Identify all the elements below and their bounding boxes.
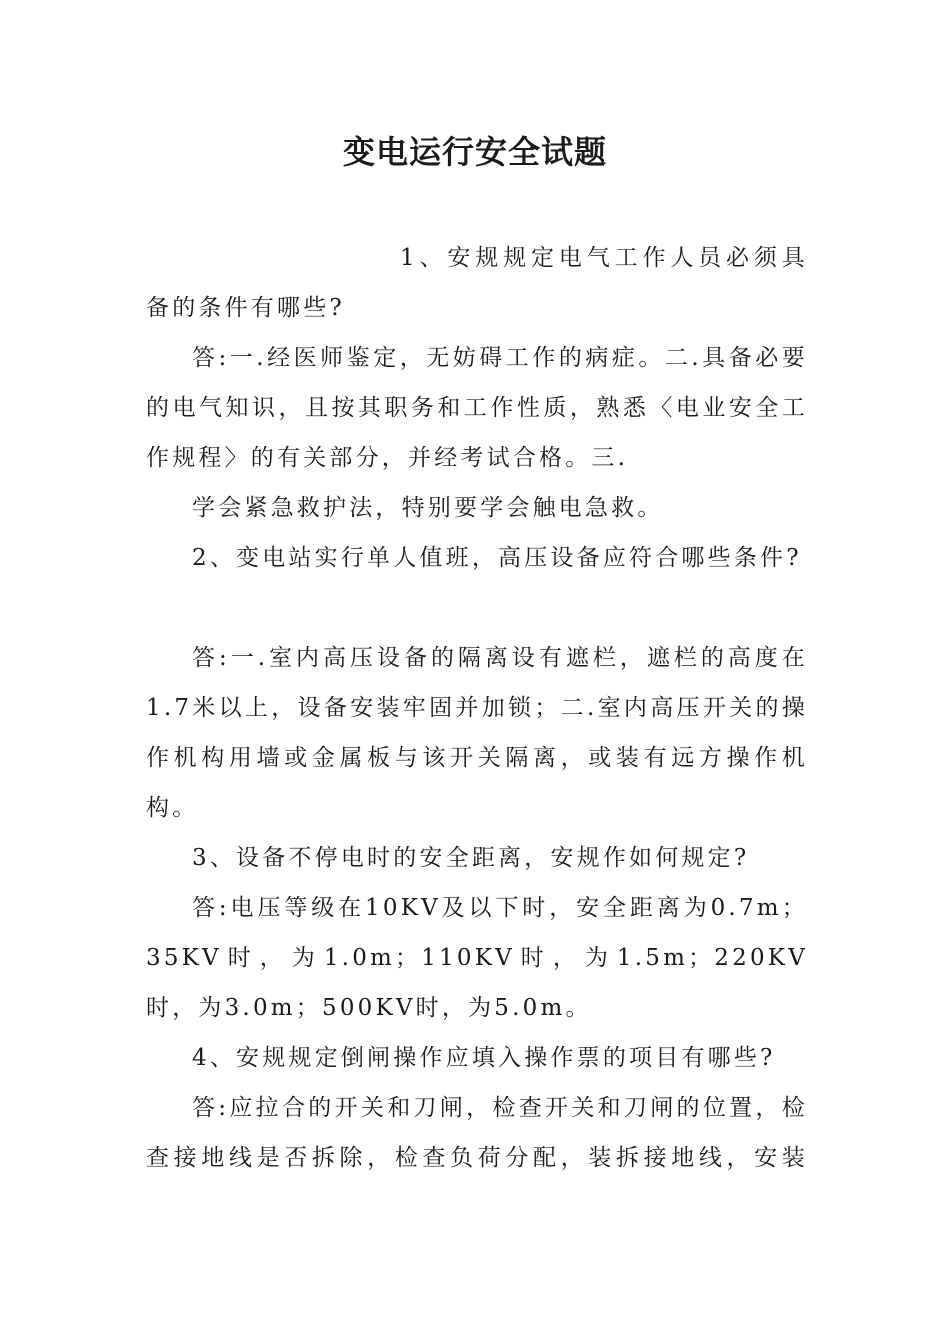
- answer-3: 答:电压等级在10KV及以下时，安全距离为0.7m；35KV时，为1.0m；110KV时，为1.5m；220KV时，为3.0m；500KV时，为5.0m。: [146, 895, 808, 1021]
- document-title: 变电运行安全试题: [342, 133, 607, 171]
- question-2: 2、变电站实行单人值班，高压设备应符合哪些条件?: [192, 545, 802, 571]
- document-body: [146, 233, 808, 1183]
- question-3: 3、设备不停电时的安全距离，安规作如何规定?: [192, 845, 750, 871]
- answer-4: 答:应拉合的开关和刀闸，检查开关和刀闸的位置，检查接地线是否拆除，检查负荷分配，装拆接地线，安装: [146, 1095, 808, 1171]
- answer-1-continued: 学会紧急救护法，特别要学会触电急救。: [192, 495, 664, 521]
- answer-2: 答:一.室内高压设备的隔离设有遮栏，遮栏的高度在1.7米以上，设备安装牢固并加锁；二.室内高压开关的操作机构用墙或金属板与该开关隔离，或装有远方操作机构。: [146, 645, 808, 821]
- question-4: 4、安规规定倒闸操作应填入操作票的项目有哪些?: [192, 1045, 776, 1071]
- answer-1: 答:一.经医师鉴定，无妨碍工作的病症。二.具备必要的电气知识，且按其职务和工作性质，熟悉〈电业安全工作规程〉的有关部分，并经考试合格。三.: [146, 345, 808, 471]
- question-1: 1、安规规定电气工作人员必须具备的条件有哪些?: [146, 245, 808, 321]
